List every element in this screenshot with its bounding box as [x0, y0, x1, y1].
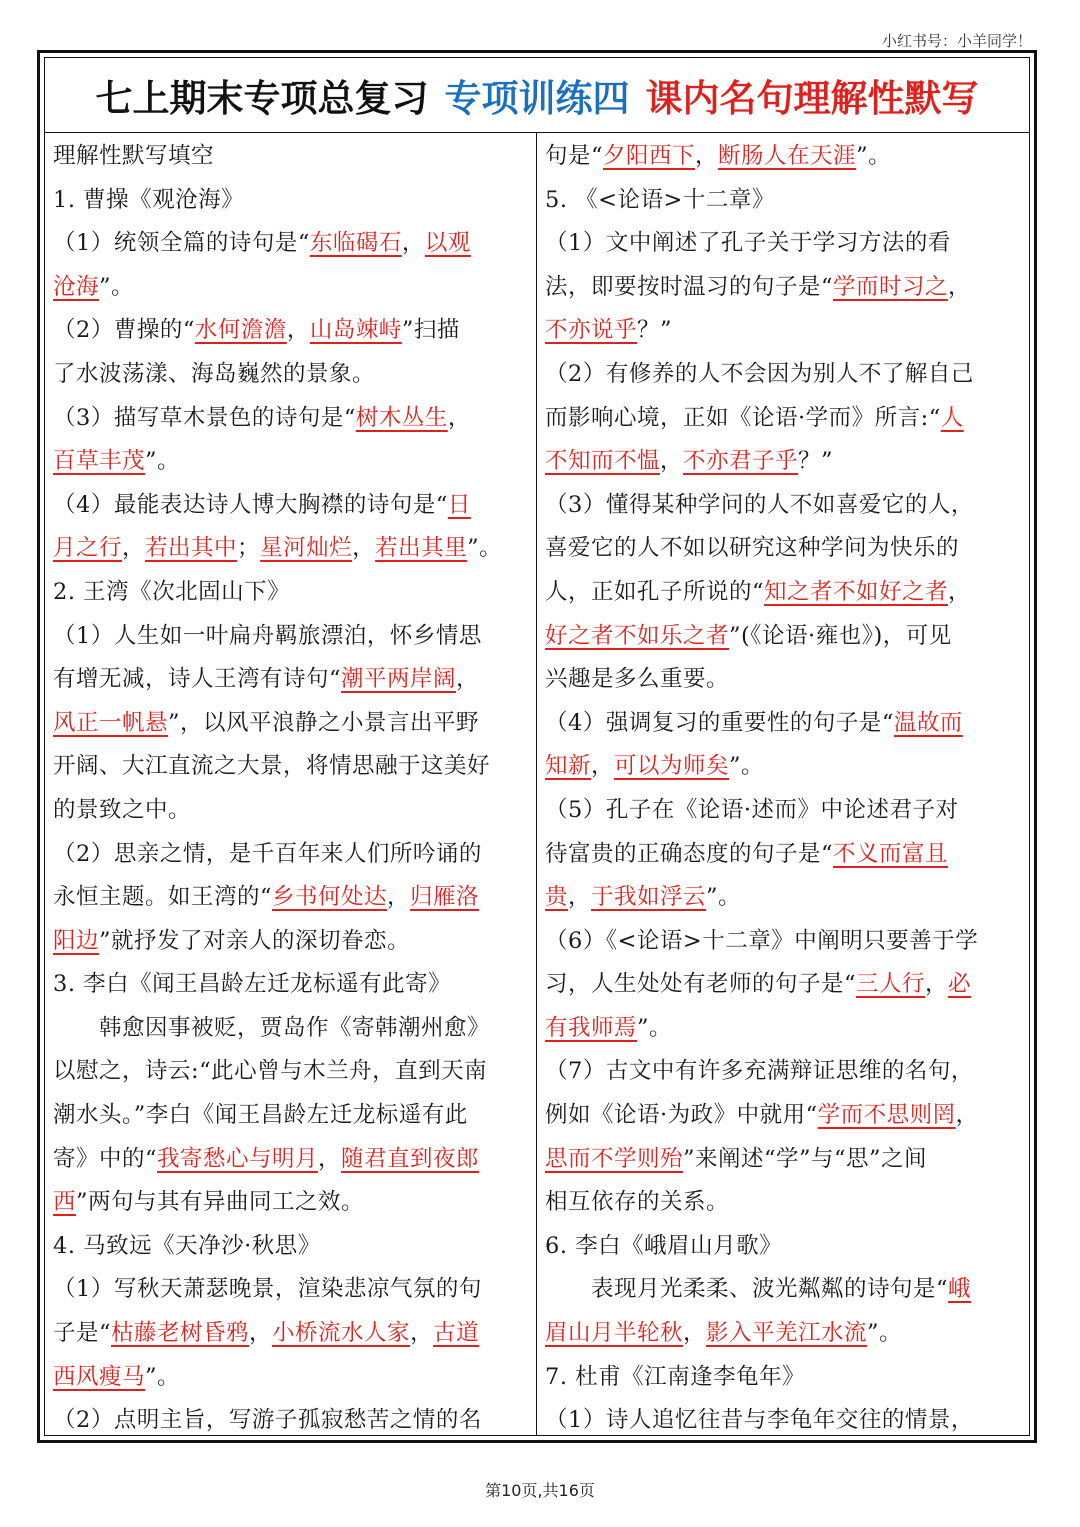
title-part-training: 专项训练四: [444, 77, 630, 120]
question-text: 2. 王湾《次北固山下》: [53, 578, 291, 605]
answer-blank: 温故而: [893, 709, 963, 736]
question-text: ，: [122, 535, 146, 562]
text-line: [53, 702, 528, 746]
question-text: （2）思亲之情，是千百年来人们所吟诵的: [53, 840, 482, 867]
question-text: ”。: [145, 448, 181, 475]
answer-blank: 随君直到夜郎: [341, 1145, 480, 1172]
text-line: [53, 789, 528, 833]
text-line: [545, 571, 1021, 615]
question-text: （5）孔子在《论语·述而》中论述君子对: [545, 796, 959, 823]
text-line: [545, 702, 1021, 746]
question-text: （1）人生如一叶扁舟羁旅漂泊，怀乡情思: [53, 622, 482, 649]
answer-blank: 知新: [545, 753, 592, 780]
question-text: 的景致之中。: [53, 796, 192, 823]
worksheet-inner-border: [44, 57, 1030, 1436]
answer-blank: 水何澹澹: [194, 317, 287, 344]
text-line: [53, 1050, 528, 1094]
answer-blank: 枯藤老树昏鸦: [111, 1320, 250, 1347]
question-text: 了水波荡漾、海岛巍然的景象。: [53, 360, 376, 387]
answer-blank: 星河灿烂: [260, 535, 353, 562]
text-line: [545, 745, 1021, 789]
question-text: ，: [352, 535, 376, 562]
answer-blank: 若出其中: [145, 535, 238, 562]
question-text: 兴趣是多么重要。: [545, 666, 730, 693]
answer-blank: 人: [940, 404, 964, 431]
text-line: [545, 309, 1021, 353]
text-line: [53, 1268, 528, 1312]
answer-blank: 风正一帆悬: [53, 709, 169, 736]
question-text: 相互依存的关系。: [545, 1189, 730, 1216]
text-line: [53, 615, 528, 659]
text-line: [545, 222, 1021, 266]
answer-blank: 不亦说乎: [545, 317, 638, 344]
question-text: 子是“: [53, 1320, 112, 1347]
answer-blank: 日: [447, 491, 471, 518]
text-line: [545, 920, 1021, 964]
text-line: [53, 1181, 528, 1225]
answer-blank: 贵: [545, 884, 569, 911]
answer-blank: 以观: [424, 230, 471, 257]
question-text: ，: [410, 1320, 434, 1347]
answer-blank: 峨: [948, 1276, 972, 1303]
question-text: ”。: [856, 143, 892, 169]
answer-blank: 小桥流水人家: [272, 1320, 411, 1347]
question-text: 5. 《<论语>十二章》: [545, 186, 775, 213]
answer-blank: 月之行: [53, 535, 123, 562]
text-line: [545, 1225, 1021, 1269]
answer-blank: 山岛竦峙: [309, 317, 402, 344]
question-text: ”。: [145, 1363, 181, 1390]
question-text: ，: [660, 448, 684, 475]
answer-blank: 我寄愁心与明月: [157, 1145, 319, 1172]
text-line: [53, 963, 528, 1007]
question-text: 法，即要按时温习的句子是“: [545, 273, 834, 300]
question-text: ，: [286, 317, 310, 344]
text-line: [545, 1312, 1021, 1356]
text-line: [545, 1399, 1021, 1435]
text-line: [53, 484, 528, 528]
question-text: （3）懂得某种学问的人不如喜爱它的人，: [545, 491, 974, 518]
question-text: ？”: [798, 448, 834, 475]
text-line: [545, 658, 1021, 702]
answer-blank: 于我如浮云: [591, 884, 707, 911]
question-text: ，: [249, 1320, 273, 1347]
answer-blank: 不知而不愠: [545, 448, 661, 475]
text-line: [53, 266, 528, 310]
text-line: [545, 135, 1021, 179]
question-text: 3. 李白《闻王昌龄左迁龙标遥有此寄》: [53, 971, 452, 998]
worksheet-frame: [37, 50, 1037, 1443]
answer-blank: 必: [948, 971, 972, 998]
text-line: [53, 309, 528, 353]
question-text: ”(《论语·雍也》)，可见: [729, 622, 952, 649]
question-text: ”扫描: [401, 317, 460, 344]
text-line: [545, 1050, 1021, 1094]
question-text: （4）强调复习的重要性的句子是“: [545, 709, 894, 736]
question-text: ，: [456, 666, 480, 693]
text-line: [53, 876, 528, 920]
question-text: ，: [948, 578, 972, 605]
question-text: （1）写秋天萧瑟晚景，渲染悲凉气氛的句: [53, 1276, 482, 1303]
text-line: [53, 1356, 528, 1400]
text-line: [53, 135, 528, 179]
question-text: （1）文中阐述了孔子关于学习方法的看: [545, 230, 951, 257]
text-line: [53, 397, 528, 441]
text-line: [545, 266, 1021, 310]
question-text: ，: [401, 230, 425, 257]
question-text: （3）描写草木景色的诗句是“: [53, 404, 356, 431]
text-line: [53, 920, 528, 964]
question-text: ？”: [637, 317, 673, 344]
question-text: ”。: [99, 273, 135, 300]
question-text: ”来阐述“学”与“思”之间: [683, 1145, 928, 1172]
text-line: [545, 789, 1021, 833]
text-line: [53, 527, 528, 571]
question-text: 寄》中的“: [53, 1145, 158, 1172]
answer-blank: 知之者不如好之者: [764, 578, 949, 605]
watermark-text: 小红书号：小羊同学！: [881, 32, 1032, 50]
text-line: [545, 876, 1021, 920]
question-text: （6）《<论语>十二章》中阐明只要善于学: [545, 927, 979, 954]
question-text: 4. 马致远《天净沙·秋思》: [53, 1232, 321, 1259]
title-part-topic: 课内名句理解性默写: [645, 77, 979, 120]
answer-blank: 西风瘦马: [53, 1363, 146, 1390]
answer-blank: 眉山月半轮秋: [545, 1320, 684, 1347]
question-text: 潮水头。”李白《闻王昌龄左迁龙标遥有此: [53, 1102, 468, 1129]
answer-blank: 东临碣石: [309, 230, 402, 257]
page-number: 第10页,共16页: [485, 1481, 595, 1500]
question-text: ”两句与其有异曲同工之效。: [76, 1189, 365, 1216]
text-line: [545, 615, 1021, 659]
text-line: [545, 1094, 1021, 1138]
text-line: [53, 179, 528, 223]
question-text: ”。: [467, 535, 503, 562]
answer-blank: 归雁洛: [410, 884, 480, 911]
question-text: 例如《论语·为政》中就用“: [545, 1102, 818, 1129]
text-line: [545, 179, 1021, 223]
question-text: 喜爱它的人不如以研究这种学问为快乐的: [545, 535, 960, 562]
page-title: [45, 58, 1029, 133]
question-text: ；: [237, 535, 261, 562]
answer-blank: 夕阳西下: [603, 143, 696, 169]
question-text: （2）有修养的人不会因为别人不了解自己: [545, 360, 974, 387]
answer-blank: 古道: [433, 1320, 480, 1347]
text-line: [545, 484, 1021, 528]
text-line: [545, 353, 1021, 397]
question-text: ，: [591, 753, 615, 780]
answer-blank: 有我师焉: [545, 1014, 638, 1041]
text-line: [53, 1138, 528, 1182]
question-text: 句是“: [545, 143, 604, 169]
question-text: ”。: [729, 753, 765, 780]
text-line: [53, 1225, 528, 1269]
right-column: [537, 133, 1029, 1435]
text-line: [545, 1007, 1021, 1051]
question-text: ”。: [867, 1320, 903, 1347]
worksheet-body: [45, 133, 1029, 1435]
question-text: 理解性默写填空: [53, 143, 215, 169]
answer-blank: 阳边: [53, 927, 100, 954]
question-text: （1）诗人追忆往昔与李龟年交往的情景，: [545, 1407, 974, 1434]
text-line: [53, 1094, 528, 1138]
question-text: 开阔、大江直流之大景，将情思融于这美好: [53, 753, 491, 780]
question-text: 以慰之，诗云:“此心曾与木兰舟，直到天南: [53, 1058, 488, 1085]
text-line: [53, 222, 528, 266]
text-line: [545, 397, 1021, 441]
question-text: ”就抒发了对亲人的深切眷恋。: [99, 927, 411, 954]
question-text: （4）最能表达诗人博大胸襟的诗句是“: [53, 491, 448, 518]
question-text: （1）统领全篇的诗句是“: [53, 230, 310, 257]
answer-blank: 潮平两岸阔: [341, 666, 457, 693]
text-line: [53, 1007, 528, 1051]
question-text: ，: [447, 404, 471, 431]
answer-blank: 不亦君子乎: [683, 448, 799, 475]
text-line: [545, 440, 1021, 484]
question-text: ，: [948, 273, 972, 300]
text-line: [53, 440, 528, 484]
question-text: 有增无减，诗人王湾有诗句“: [53, 666, 342, 693]
text-line: [545, 1138, 1021, 1182]
answer-blank: 沧海: [53, 273, 100, 300]
answer-blank: 树木丛生: [355, 404, 448, 431]
question-text: 人，正如孔子所说的“: [545, 578, 765, 605]
title-part-review: 七上期末专项总复习: [95, 77, 429, 120]
answer-blank: 思而不学则殆: [545, 1145, 684, 1172]
answer-blank: 好之者不如乐之者: [545, 622, 730, 649]
question-text: ，: [683, 1320, 707, 1347]
question-text: 待富贵的正确态度的句子是“: [545, 840, 834, 867]
question-text: （2）曹操的“: [53, 317, 195, 344]
text-line: [53, 1312, 528, 1356]
answer-blank: 可以为师矣: [614, 753, 730, 780]
question-text: 7. 杜甫《江南逢李龟年》: [545, 1363, 806, 1390]
answer-blank: 百草丰茂: [53, 448, 146, 475]
question-text: ”。: [706, 884, 742, 911]
question-text: ，: [318, 1145, 342, 1172]
question-text: ，: [925, 971, 949, 998]
answer-blank: 三人行: [856, 971, 926, 998]
question-text: ，: [955, 1102, 979, 1129]
text-line: [545, 963, 1021, 1007]
question-text: （7）古文中有许多充满辩证思维的名句，: [545, 1058, 974, 1085]
question-text: 6. 李白《峨眉山月歌》: [545, 1232, 783, 1259]
question-text: 韩愈因事被贬，贾岛作《寄韩潮州愈》: [99, 1014, 491, 1041]
question-text: ”，以风平浪静之小景言出平野: [168, 709, 480, 736]
text-line: [545, 527, 1021, 571]
answer-blank: 断肠人在天涯: [718, 143, 857, 169]
text-line: [545, 833, 1021, 877]
question-text: ，: [695, 143, 719, 169]
answer-blank: 若出其里: [375, 535, 468, 562]
question-text: ”。: [637, 1014, 673, 1041]
text-line: [545, 1356, 1021, 1400]
text-line: [53, 353, 528, 397]
answer-blank: 学而时习之: [833, 273, 949, 300]
question-text: 永恒主题。如王湾的“: [53, 884, 273, 911]
answer-blank: 不义而富且: [833, 840, 949, 867]
text-line: [53, 745, 528, 789]
question-text: 而影响心境，正如《论语·学而》所言:“: [545, 404, 941, 431]
answer-blank: 学而不思则罔: [817, 1102, 956, 1129]
question-text: 表现月光柔柔、波光粼粼的诗句是“: [591, 1276, 949, 1303]
left-column: [45, 133, 537, 1435]
question-text: ，: [568, 884, 592, 911]
question-text: （2）点明主旨，写游子孤寂愁苦之情的名: [53, 1407, 482, 1434]
text-line: [545, 1268, 1021, 1312]
question-text: ，: [387, 884, 411, 911]
text-line: [545, 1181, 1021, 1225]
text-line: [53, 1399, 528, 1435]
text-line: [53, 571, 528, 615]
answer-blank: 西: [53, 1189, 77, 1216]
answer-blank: 影入平羌江水流: [706, 1320, 868, 1347]
text-line: [53, 658, 528, 702]
answer-blank: 乡书何处达: [272, 884, 388, 911]
question-text: 习，人生处处有老师的句子是“: [545, 971, 857, 998]
question-text: 1. 曹操《观沧海》: [53, 186, 245, 213]
text-line: [53, 833, 528, 877]
